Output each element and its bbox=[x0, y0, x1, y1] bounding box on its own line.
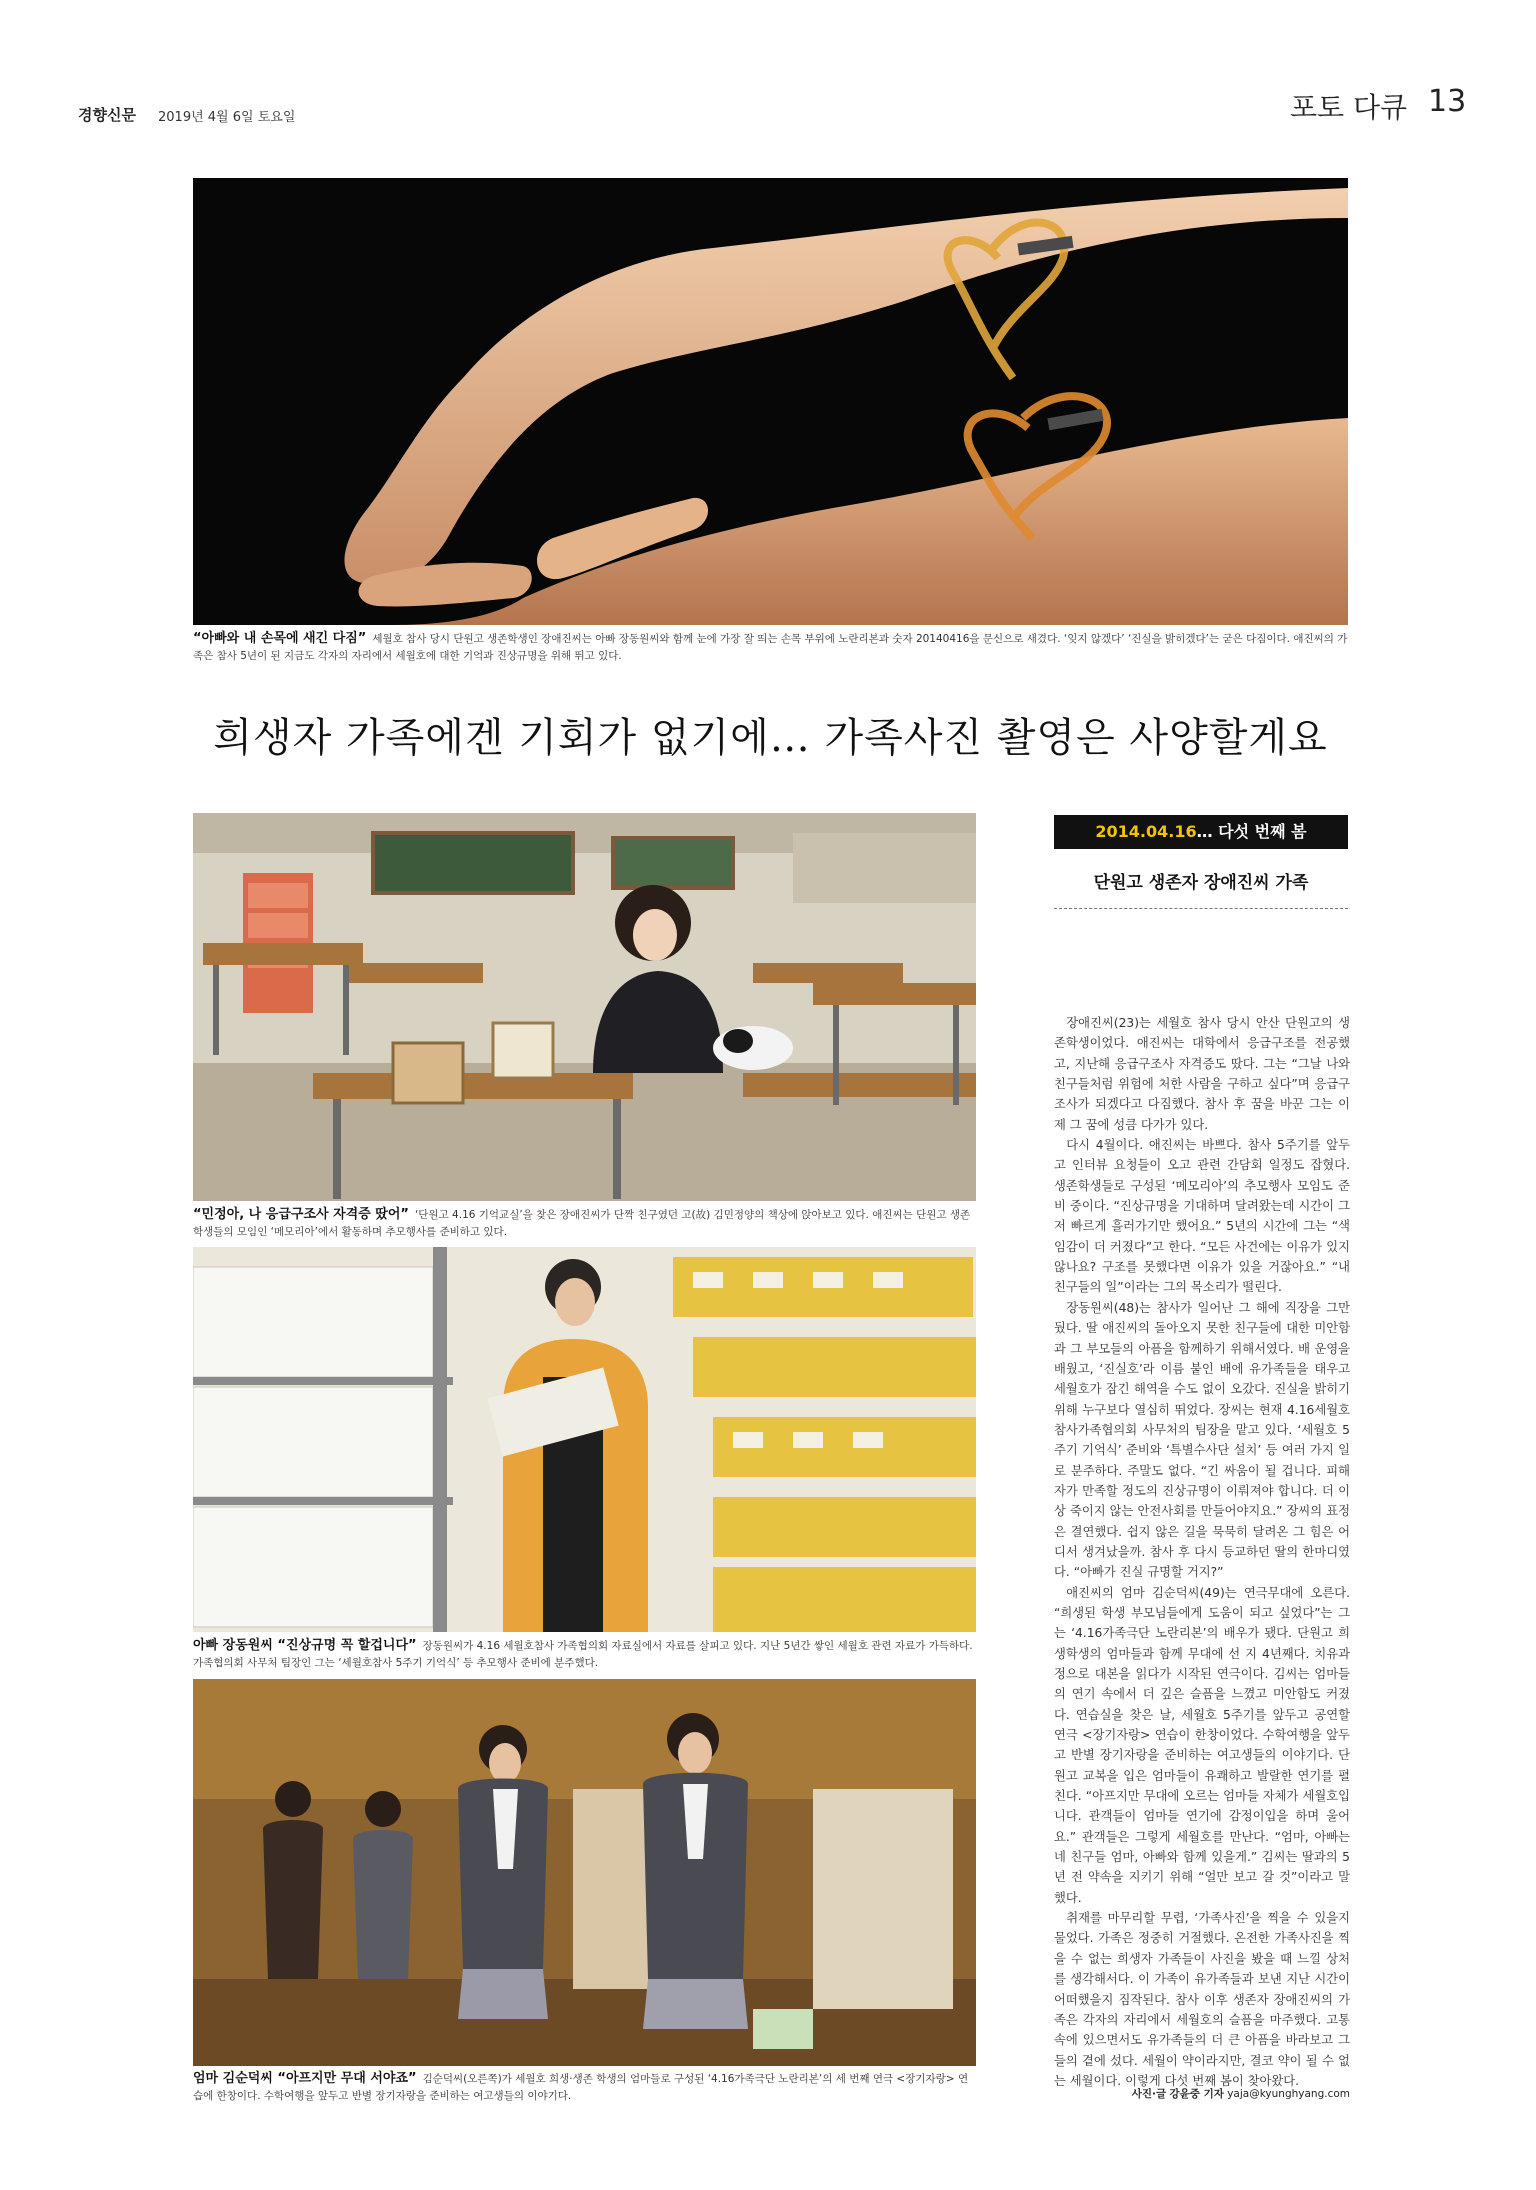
body-paragraph: 장동원씨(48)는 참사가 일어난 그 해에 직장을 그만뒀다. 딸 애진씨의 돌아오지 못한 친구들에 대한 미안함과 그 부모들의 아픔을 함께하기 위해서였다. 배 운영을 배웠고, ‘진실호’라 이름 붙인 배에 유가족들을 태우고 세월호가 잠긴 해역을 수도 없이 오갔다. 진실을 밝히기 위해 누구보다 열심히 뛰었다. 장씨는 현재 4.16세월호참사가족협의회 사무처의 팀장을 맡고 있다. ‘세월호 5주기 기억식’ 준비와 ‘특별수사단 설치’ 등 여러 가지 일로 분주하다. 주말도 없다. “긴 싸움이 될 겁니다. 피해자가 만족할 정도의 진상규명이 이뤄져야 합니다. 더 이상 죽이지 않는 안전사회를 만들어야지요.” 장씨의 표정은 결연했다. 쉽지 않은 길을 묵묵히 달려온 그 힘은 어디서 생겨났을까. 참사 후 다시 등교하던 딸의 한마디였다. “아빠가 진실 규명할 거지?” bbox=[1054, 1300, 1350, 1580]
classroom-illustration bbox=[193, 813, 976, 1201]
hands-illustration bbox=[193, 178, 1348, 625]
photo-classroom bbox=[193, 813, 976, 1201]
caption-classroom bbox=[193, 1206, 976, 1241]
issue-date: 2019년 4월 6일 토요일 bbox=[158, 110, 296, 125]
article-subtitle: 단원고 생존자 장애진씨 가족 bbox=[1093, 873, 1309, 893]
dashed-divider bbox=[1054, 908, 1348, 909]
series-badge bbox=[1054, 815, 1348, 849]
caption-title: 엄마 김순덕씨 “아프지만 무대 서야죠” bbox=[193, 2071, 417, 2086]
caption-text: 세월호 참사 당시 단원고 생존학생인 장애진씨는 아빠 장동원씨와 함께 눈에 가장 잘 띄는 손목 부위에 노란리본과 숫자 20140416을 문신으로 새겼다. ‘잊지 않겠다’ ‘진실을 밝히겠다’는 굳은 다짐이다. 애진씨의 가족은 참사 5년이 된 지금도 각자의 자리에서 세월호에 대한 기억과 진상규명을 위해 뛰고 있다. bbox=[193, 633, 1348, 662]
body-paragraph: 다시 4월이다. 애진씨는 바쁘다. 참사 5주기를 앞두고 인터뷰 요청들이 오고 관련 간담회 일정도 잡혔다. 생존학생들로 구성된 ‘메모리아’의 추모행사 모임도 준비 중이다. “진상규명을 기대하며 달려왔는데 시간이 그저 빠르게 흘러가기만 했어요.” 5년의 시간에 그는 “색임감이 더 커졌다”고 한다. “모든 사건에는 이유가 있지 않나요? 구조를 못했다면 이유가 있을 거잖아요.” “내 친구들의 일”이라는 그의 목소리가 떨린다. bbox=[1054, 1138, 1350, 1295]
photo-stage-rehearsal bbox=[193, 1679, 976, 2066]
caption-title: 아빠 장동원씨 “진상규명 꼭 할겁니다” bbox=[193, 1638, 417, 1653]
byline bbox=[1054, 2086, 1350, 2101]
article-body bbox=[1054, 1013, 1350, 2091]
caption-text: 장동원씨가 4.16 세월호참사 가족협의회 자료실에서 자료를 살피고 있다. 지난 5년간 쌓인 세월호 관련 자료가 가득하다. 가족협의회 사무처 팀장인 그는 ‘세월호참사 5주기 기억식’ 등 추모행사 준비에 분주했다. bbox=[193, 1640, 973, 1669]
series-date: 2014.04.16 bbox=[1095, 822, 1197, 841]
caption-title: “아빠와 내 손목에 새긴 다짐” bbox=[193, 631, 367, 646]
body-paragraph: 애진씨의 엄마 김순덕씨(49)는 연극무대에 오른다. “희생된 학생 부모님들에게 도움이 되고 싶었다”는 그는 ‘4.16가족극단 노란리본’의 배우가 됐다. 단원고 희생학생의 엄마들과 함께 무대에 선 지 4년째다. 치유과정으로 대본을 읽다가 시작된 연극이다. 김씨는 엄마들의 연기 속에서 더 깊은 슬픔을 느꼈고 미안함도 커졌다. 연습실을 찾은 날, 세월호 5주기를 앞두고 공연할 연극 <장기자랑> 연습이 한창이었다. 수학여행을 앞두고 반별 장기자랑을 준비하는 여고생들의 이야기다. 단원고 교복을 입은 엄마들이 유쾌하고 발랄한 연기를 펼친다. “아프지만 무대에 오르는 엄마들 자체가 세월호입니다. 관객들이 엄마들 연기에 감정이입을 하며 울어요.” 관객들은 그렇게 세월호를 만난다. “엄마, 아빠는 네 친구들 엄마, 아빠와 함께 있을게.” 김씨는 딸과의 5년 전 약속을 지키기 위해 “얼만 보고 갈 것”이라고 말했다. bbox=[1054, 1585, 1350, 1905]
caption-archive bbox=[193, 1637, 976, 1672]
page-number: 13 bbox=[1428, 84, 1467, 119]
caption-title: “민정아, 나 응급구조사 자격증 땄어” bbox=[193, 1207, 409, 1222]
photo-hands-tattoo bbox=[193, 178, 1348, 625]
byline-name: 강윤중 기자 bbox=[1169, 2088, 1224, 2100]
body-paragraph: 취재를 마무리할 무렵, ‘가족사진’을 찍을 수 있을지 물었다. 가족은 정중히 거절했다. 온전한 가족사진을 찍을 수 없는 희생자 가족들이 사진을 봤을 때 느낄 상처를 생각해서다. 이 가족이 유가족들과 보낸 지난 시간이 어떠했을지 짐작된다. 참사 이후 생존자 장애진씨의 가족은 각자의 자리에서 세월호의 슬픔을 마주했다. 고통 속에 있으면서도 유가족들의 더 큰 아픔을 바라보고 그들의 곁에 섰다. 세월이 약이라지만, 결코 약이 될 수 없는 세월이다. 이렇게 다섯 번째 봄이 찾아왔다. bbox=[1054, 1911, 1350, 2088]
caption-text: 김순덕씨(오른쪽)가 세월호 희생·생존 학생의 엄마들로 구성된 ‘4.16가족극단 노란리본’의 세 번째 연극 <장기자랑> 연습에 한창이다. 수학여행을 앞두고 반별 장기자랑을 준비하는 여고생들의 이야기다. bbox=[193, 2073, 969, 2102]
stage-illustration bbox=[193, 1679, 976, 2066]
caption-stage bbox=[193, 2070, 976, 2105]
byline-email[interactable]: yaja@kyunghyang.com bbox=[1227, 2088, 1350, 2100]
byline-label: 사진·글 bbox=[1131, 2088, 1167, 2100]
series-title: … 다섯 번째 봄 bbox=[1196, 822, 1307, 841]
masthead: 경향신문 bbox=[78, 106, 136, 124]
archive-illustration bbox=[193, 1247, 976, 1632]
body-paragraph: 장애진씨(23)는 세월호 참사 당시 안산 단원고의 생존학생이었다. 애진씨는 대학에서 응급구조를 전공했고, 지난해 응급구조사 자격증도 땄다. 그는 “그날 나와 친구들처럼 위험에 처한 사람을 구하고 싶다”며 응급구조사가 되겠다고 다짐했다. 참사 후 꿈을 바꾼 그는 이제 그 꿈에 성큼 다가가 있다. bbox=[1054, 1016, 1350, 1132]
section-name: 포토 다큐 bbox=[1290, 91, 1408, 124]
caption-text: ‘단원고 4.16 기억교실’을 찾은 장애진씨가 단짝 친구였던 고(故) 김민정양의 책상에 앉아보고 있다. 애진씨는 단원고 생존학생들의 모임인 ‘메모리아’에서 활동하며 추모행사를 준비하고 있다. bbox=[193, 1209, 971, 1238]
headline: 희생자 가족에겐 기회가 없기에… 가족사진 촬영은 사양할게요 bbox=[213, 715, 1328, 761]
caption-hands bbox=[193, 630, 1348, 665]
photo-archive bbox=[193, 1247, 976, 1632]
